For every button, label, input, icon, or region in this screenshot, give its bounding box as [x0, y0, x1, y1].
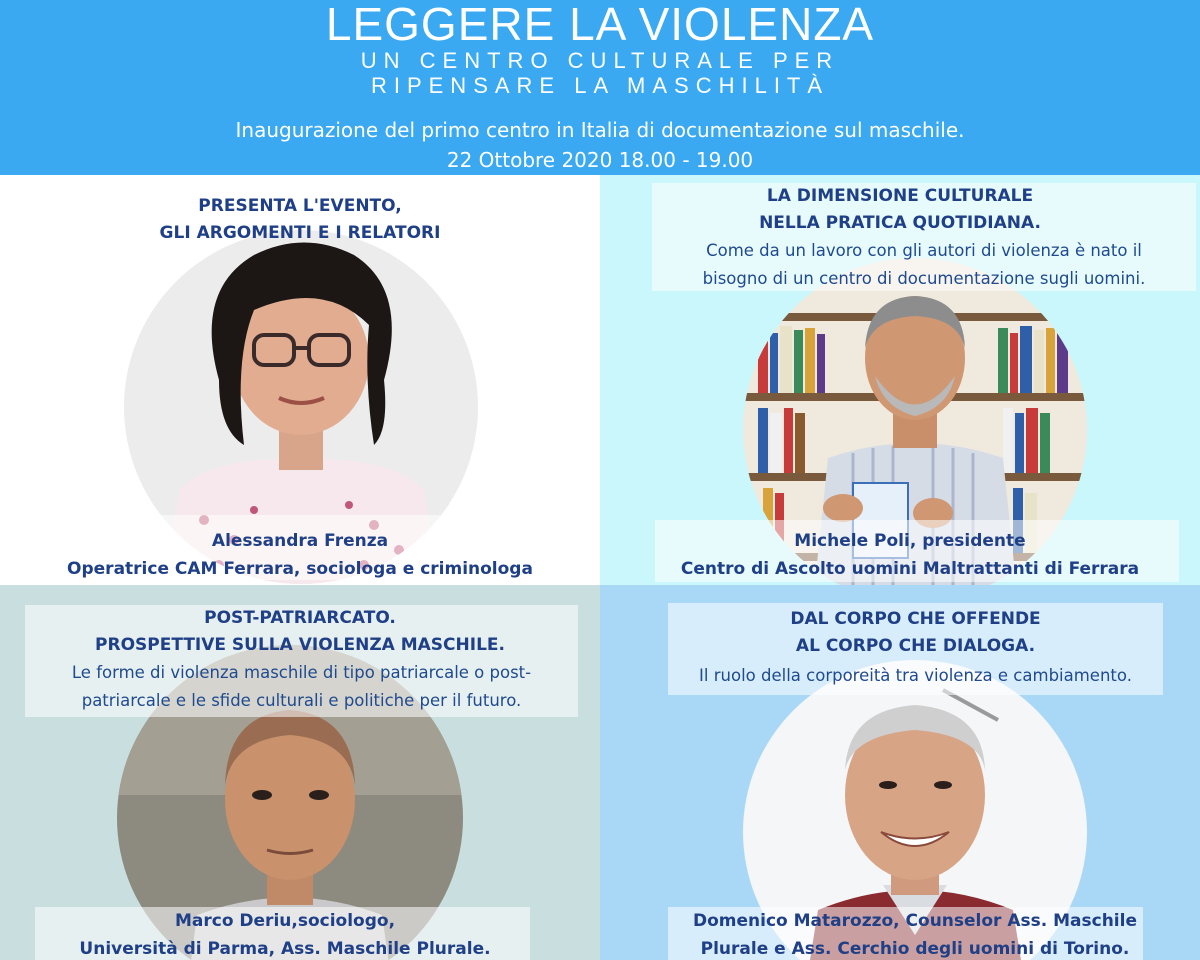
- topic-description-poli: [652, 237, 1196, 293]
- description-line-2: patriarcale e le sfide culturali e politiche per il futuro.: [81, 691, 522, 710]
- speaker-card-frenza: [0, 175, 600, 585]
- event-date-time: 22 Ottobre 2020 18.00 - 19.00: [446, 148, 754, 172]
- speaker-caption-poli: [610, 527, 1200, 583]
- topic-description-matarozzo: [668, 662, 1163, 690]
- speaker-role: Plurale e Ass. Cerchio degli uomini di Torino.: [700, 939, 1130, 959]
- description-line-1: Le forme di violenza maschile di tipo patriarcale o post-: [71, 663, 532, 682]
- speaker-name: Alessandra Frenza: [211, 531, 389, 551]
- heading-line-1: POST-PATRIARCATO.: [204, 608, 396, 628]
- speaker-role: Università di Parma, Ass. Maschile Plurale.: [79, 939, 491, 959]
- description-line-2: bisogno di un centro di documentazione sugli uomini.: [702, 269, 1146, 288]
- description-line-1: Come da un lavoro con gli autori di violenza è nato il: [706, 241, 1142, 260]
- subtitle-line-1: UN CENTRO CULTURALE PER: [360, 48, 840, 73]
- speaker-name: Domenico Matarozzo, Counselor Ass. Maschile: [693, 911, 1137, 931]
- speaker-card-matarozzo: [600, 585, 1200, 960]
- speaker-card-poli: [600, 175, 1200, 585]
- description-line: Inaugurazione del primo centro in Italia di documentazione sul maschile.: [235, 118, 965, 142]
- heading-line-2: PROSPETTIVE SULLA VIOLENZA MASCHILE.: [95, 635, 505, 655]
- speaker-card-deriu: [0, 585, 600, 960]
- heading-line-1: LA DIMENSIONE CULTURALE: [766, 186, 1034, 206]
- speaker-caption-matarozzo: [600, 907, 1200, 960]
- description-line-1: Il ruolo della corporeità tra violenza e cambiamento.: [699, 666, 1132, 685]
- heading-line-1: PRESENTA L'EVENTO,: [198, 196, 402, 216]
- speaker-role: Centro di Ascolto uomini Maltrattanti di Ferrara: [680, 559, 1140, 579]
- heading-line-2: GLI ARGOMENTI E I RELATORI: [159, 223, 441, 243]
- speaker-heading-matarozzo: [668, 606, 1163, 660]
- heading-line-1: DAL CORPO CHE OFFENDE: [790, 609, 1041, 629]
- speaker-heading-frenza: [0, 193, 600, 247]
- header-banner: [0, 0, 1200, 175]
- event-title: LEGGERE LA VIOLENZA: [325, 0, 875, 50]
- event-description: [0, 115, 1200, 175]
- subtitle-line-2: RIPENSARE LA MASCHILITÀ: [370, 73, 830, 98]
- speaker-role: Operatrice CAM Ferrara, sociologa e criminologa: [67, 559, 533, 579]
- speaker-caption-deriu: [0, 907, 570, 960]
- speaker-heading-deriu: [0, 605, 600, 659]
- event-subtitle: [0, 48, 1200, 98]
- speaker-caption-frenza: [0, 527, 600, 583]
- heading-line-2: AL CORPO CHE DIALOGA.: [795, 636, 1036, 656]
- speaker-heading-poli: [652, 183, 1148, 237]
- topic-description-deriu: [25, 659, 578, 715]
- heading-line-2: NELLA PRATICA QUOTIDIANA.: [759, 213, 1041, 233]
- speaker-name: Marco Deriu,sociologo,: [174, 911, 396, 931]
- speaker-name: Michele Poli, presidente: [794, 531, 1026, 551]
